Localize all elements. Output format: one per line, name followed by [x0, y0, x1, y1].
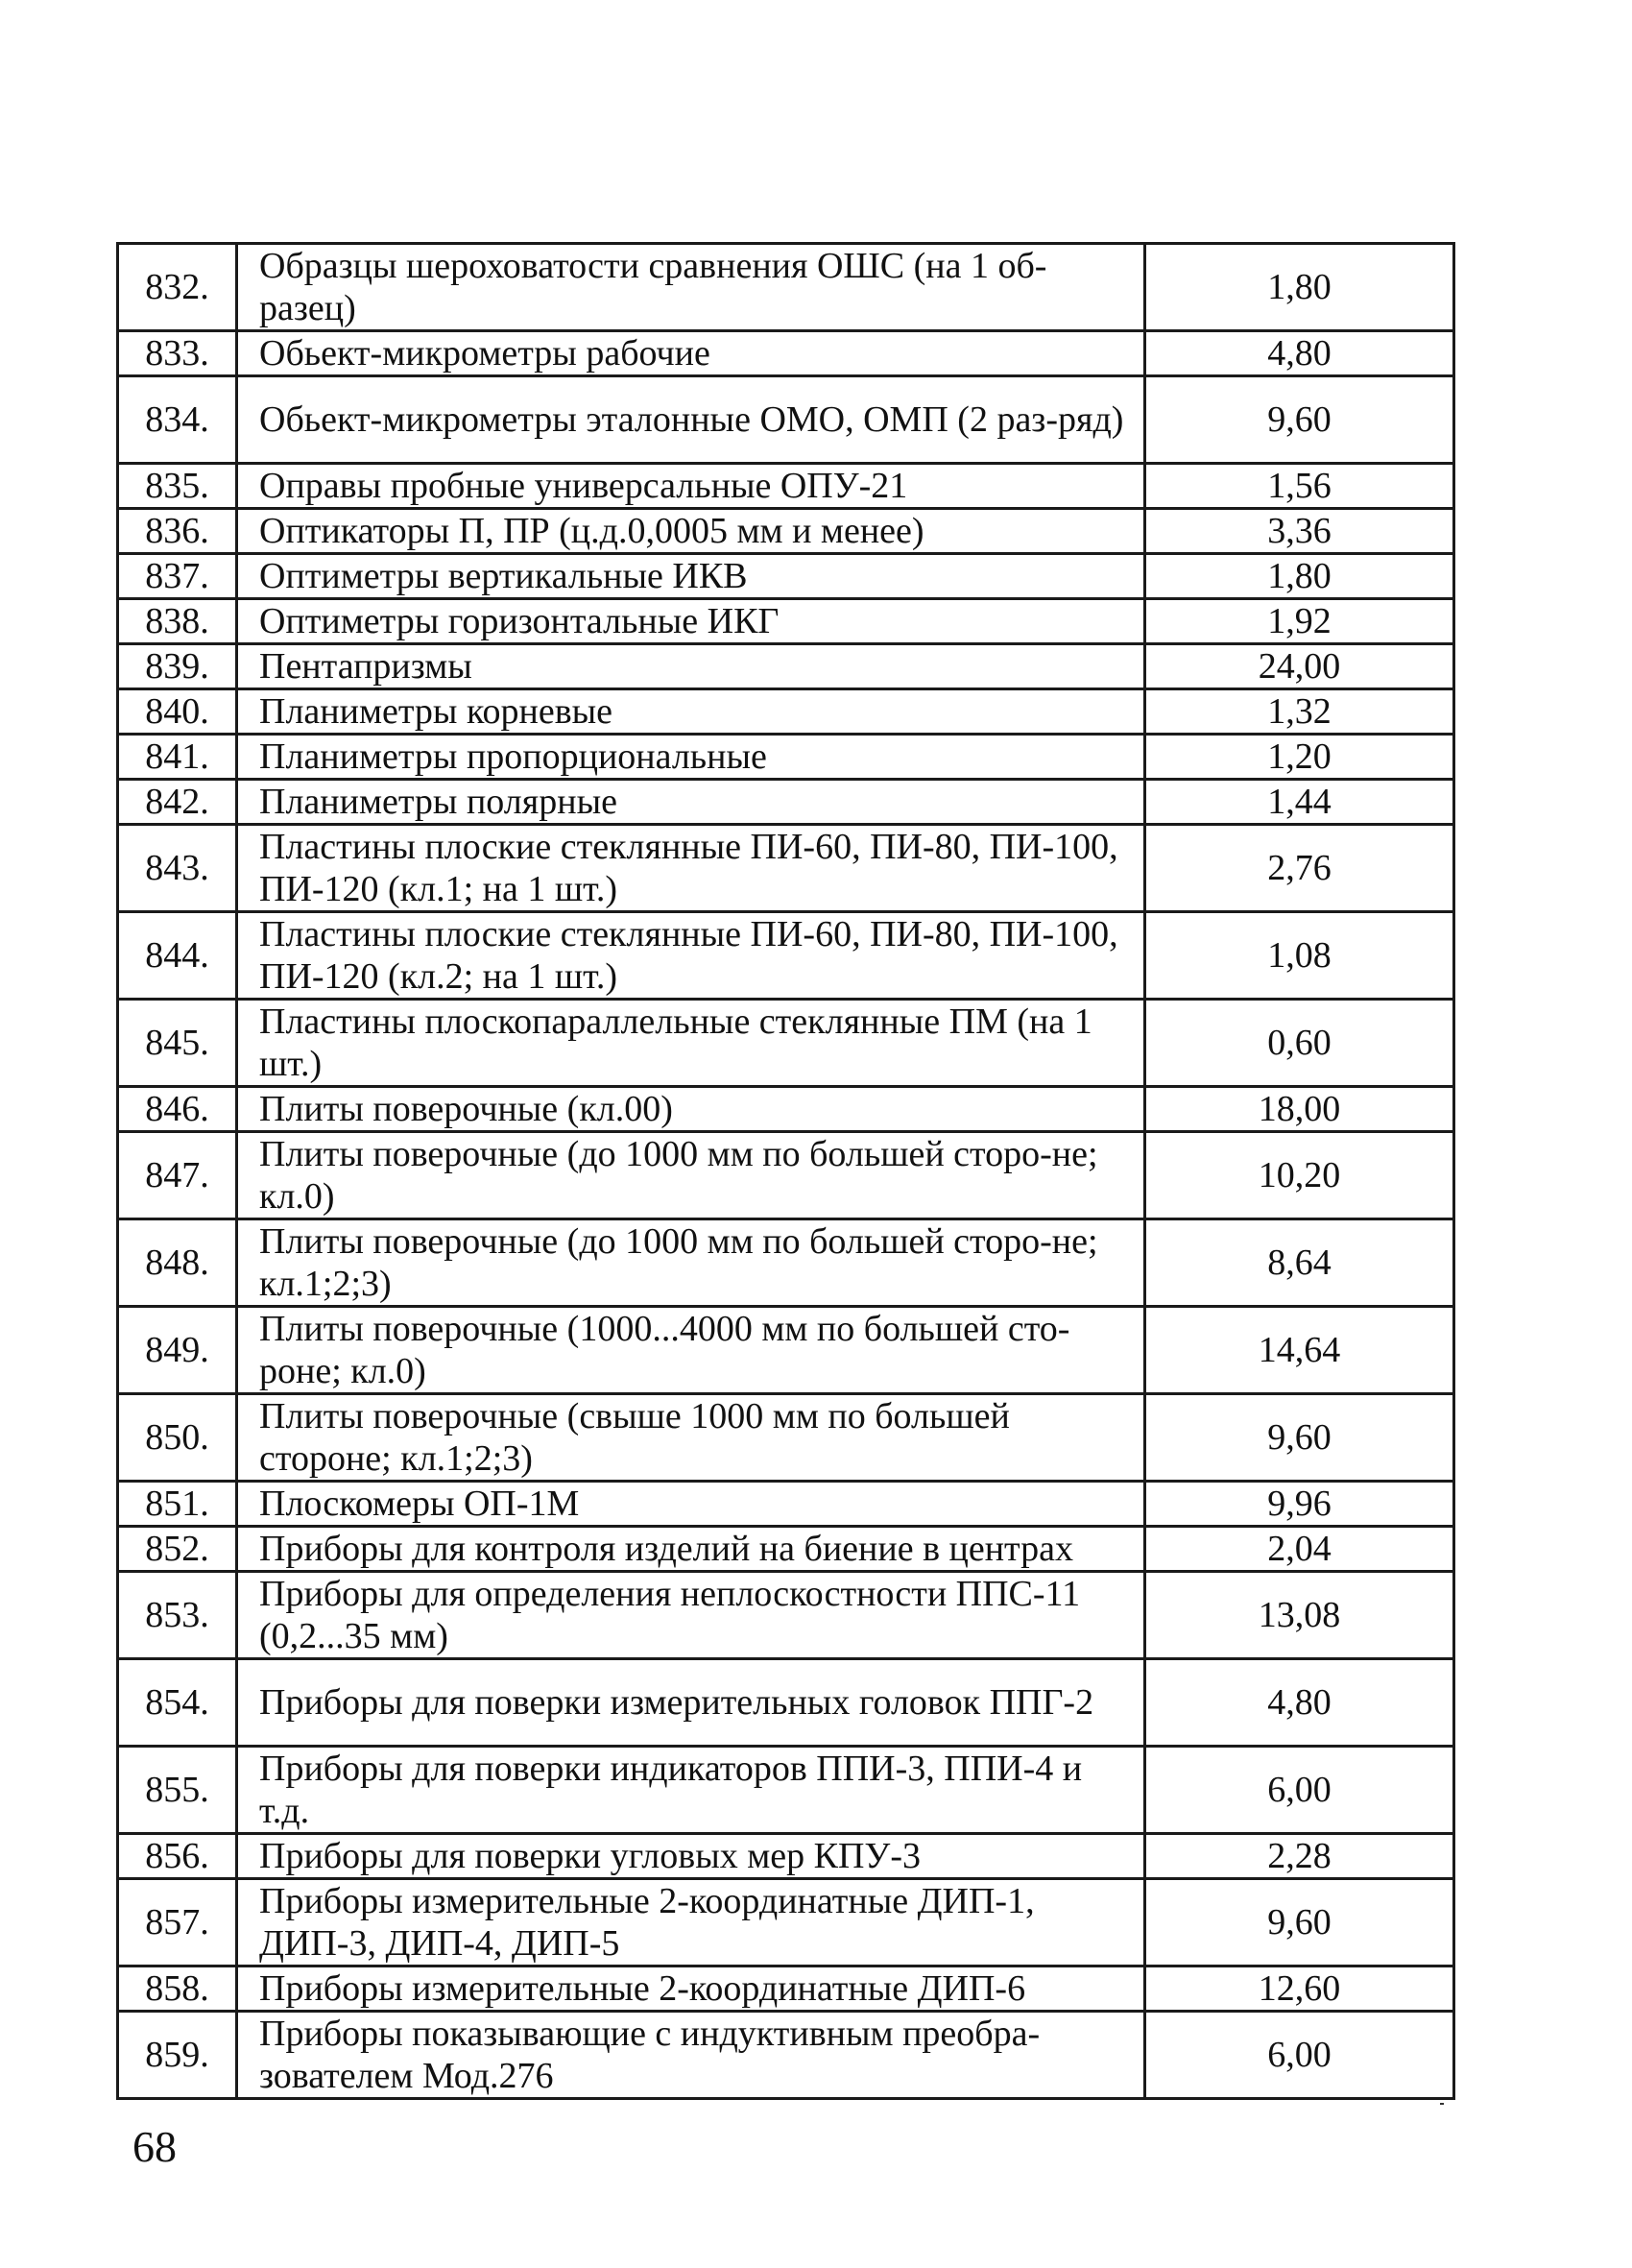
table-row — [118, 644, 1454, 689]
instrument-name: Приборы для определения неплоскостности ППС-11 (0,2...35 мм) — [237, 1572, 1145, 1659]
table-row — [118, 1000, 1454, 1087]
cost-value: 12,60 — [1145, 1966, 1454, 2012]
row-number: 852. — [118, 1527, 237, 1572]
table-row — [118, 689, 1454, 735]
row-number: 857. — [118, 1879, 237, 1966]
table-row — [118, 780, 1454, 825]
table-row — [118, 331, 1454, 376]
cost-value: 4,80 — [1145, 1659, 1454, 1747]
instrument-name: Планиметры полярные — [237, 780, 1145, 825]
cost-value: 4,80 — [1145, 331, 1454, 376]
cost-value: 1,56 — [1145, 464, 1454, 509]
instrument-name: Приборы показывающие с индуктивным преобра-зователем Мод.276 — [237, 2012, 1145, 2099]
row-number: 849. — [118, 1307, 237, 1394]
cost-value: 1,44 — [1145, 780, 1454, 825]
table-row — [118, 1879, 1454, 1966]
instrument-name: Пластины плоскопараллельные стеклянные ПМ (на 1 шт.) — [237, 1000, 1145, 1087]
instrument-name: Пентапризмы — [237, 644, 1145, 689]
table-row — [118, 509, 1454, 554]
row-number: 843. — [118, 825, 237, 912]
instrument-name: Пластины плоские стеклянные ПИ-60, ПИ-80, ПИ-100, ПИ-120 (кл.1; на 1 шт.) — [237, 825, 1145, 912]
cost-value: 9,60 — [1145, 1394, 1454, 1482]
instrument-name: Обьект-микрометры эталонные ОМО, ОМП (2 раз-ряд) — [237, 376, 1145, 464]
table-row — [118, 1966, 1454, 2012]
row-number: 842. — [118, 780, 237, 825]
table-row — [118, 735, 1454, 780]
table-row — [118, 1087, 1454, 1132]
row-number: 855. — [118, 1747, 237, 1834]
instrument-name: Планиметры пропорциональные — [237, 735, 1145, 780]
table-row — [118, 464, 1454, 509]
table-row — [118, 1572, 1454, 1659]
instrument-name: Планиметры корневые — [237, 689, 1145, 735]
instrument-name: Плиты поверочные (кл.00) — [237, 1087, 1145, 1132]
price-list-table — [116, 242, 1455, 2100]
table-row — [118, 1394, 1454, 1482]
row-number: 859. — [118, 2012, 237, 2099]
table-row — [118, 1527, 1454, 1572]
cost-value: 1,92 — [1145, 599, 1454, 644]
instrument-name: Плиты поверочные (до 1000 мм по большей сторо-не; кл.1;2;3) — [237, 1219, 1145, 1307]
instrument-name: Приборы для поверки индикаторов ППИ-3, ППИ-4 и т.д. — [237, 1747, 1145, 1834]
row-number: 848. — [118, 1219, 237, 1307]
table-row — [118, 1834, 1454, 1879]
instrument-name: Оптиметры вертикальные ИКВ — [237, 554, 1145, 599]
row-number: 856. — [118, 1834, 237, 1879]
table-row — [118, 912, 1454, 1000]
table-row — [118, 1482, 1454, 1527]
row-number: 844. — [118, 912, 237, 1000]
cost-value: 2,76 — [1145, 825, 1454, 912]
row-number: 834. — [118, 376, 237, 464]
row-number: 853. — [118, 1572, 237, 1659]
instrument-name: Плоскомеры ОП-1М — [237, 1482, 1145, 1527]
page-number: 68 — [132, 2122, 177, 2171]
table-row — [118, 1307, 1454, 1394]
instrument-name: Оправы пробные универсальные ОПУ-21 — [237, 464, 1145, 509]
table-row — [118, 244, 1454, 331]
row-number: 840. — [118, 689, 237, 735]
row-number: 851. — [118, 1482, 237, 1527]
cost-value: 9,96 — [1145, 1482, 1454, 1527]
row-number: 841. — [118, 735, 237, 780]
cost-value: 2,04 — [1145, 1527, 1454, 1572]
cost-value: 8,64 — [1145, 1219, 1454, 1307]
cost-value: 1,32 — [1145, 689, 1454, 735]
instrument-name: Оптикаторы П, ПР (ц.д.0,0005 мм и менее) — [237, 509, 1145, 554]
row-number: 850. — [118, 1394, 237, 1482]
instrument-name: Плиты поверочные (свыше 1000 мм по большей стороне; кл.1;2;3) — [237, 1394, 1145, 1482]
instrument-name: Приборы для поверки угловых мер КПУ-3 — [237, 1834, 1145, 1879]
cost-value: 6,00 — [1145, 2012, 1454, 2099]
cost-value: 0,60 — [1145, 1000, 1454, 1087]
table-row — [118, 825, 1454, 912]
cost-value: 14,64 — [1145, 1307, 1454, 1394]
instrument-name: Образцы шероховатости сравнения ОШС (на 1 об-разец) — [237, 244, 1145, 331]
cost-value: 10,20 — [1145, 1132, 1454, 1219]
instrument-name: Приборы измерительные 2-координатные ДИП-6 — [237, 1966, 1145, 2012]
cost-value: 9,60 — [1145, 376, 1454, 464]
table-row — [118, 2012, 1454, 2099]
row-number: 836. — [118, 509, 237, 554]
instrument-name: Приборы измерительные 2-координатные ДИП-1, ДИП-3, ДИП-4, ДИП-5 — [237, 1879, 1145, 1966]
table-row — [118, 599, 1454, 644]
row-number: 854. — [118, 1659, 237, 1747]
table-body — [118, 244, 1454, 2099]
instrument-name: Приборы для контроля изделий на биение в центрах — [237, 1527, 1145, 1572]
cost-value: 6,00 — [1145, 1747, 1454, 1834]
row-number: 846. — [118, 1087, 237, 1132]
table-row — [118, 1747, 1454, 1834]
instrument-name: Обьект-микрометры рабочие — [237, 331, 1145, 376]
row-number: 838. — [118, 599, 237, 644]
row-number: 839. — [118, 644, 237, 689]
cost-value: 1,80 — [1145, 244, 1454, 331]
cost-value: 1,20 — [1145, 735, 1454, 780]
row-number: 833. — [118, 331, 237, 376]
cost-value: 1,08 — [1145, 912, 1454, 1000]
row-number: 858. — [118, 1966, 237, 2012]
table-row — [118, 554, 1454, 599]
instrument-name: Пластины плоские стеклянные ПИ-60, ПИ-80, ПИ-100, ПИ-120 (кл.2; на 1 шт.) — [237, 912, 1145, 1000]
table-row — [118, 376, 1454, 464]
row-number: 832. — [118, 244, 237, 331]
instrument-name: Плиты поверочные (до 1000 мм по большей сторо-не; кл.0) — [237, 1132, 1145, 1219]
cost-value: 3,36 — [1145, 509, 1454, 554]
scan-speck — [1440, 2103, 1444, 2105]
row-number: 847. — [118, 1132, 237, 1219]
row-number: 837. — [118, 554, 237, 599]
table-row — [118, 1132, 1454, 1219]
instrument-name: Приборы для поверки измерительных головок ППГ-2 — [237, 1659, 1145, 1747]
cost-value: 13,08 — [1145, 1572, 1454, 1659]
cost-value: 18,00 — [1145, 1087, 1454, 1132]
instrument-name: Плиты поверочные (1000...4000 мм по большей сто-роне; кл.0) — [237, 1307, 1145, 1394]
row-number: 835. — [118, 464, 237, 509]
table-row — [118, 1219, 1454, 1307]
cost-value: 24,00 — [1145, 644, 1454, 689]
row-number: 845. — [118, 1000, 237, 1087]
cost-value: 2,28 — [1145, 1834, 1454, 1879]
cost-value: 1,80 — [1145, 554, 1454, 599]
table-row — [118, 1659, 1454, 1747]
instrument-name: Оптиметры горизонтальные ИКГ — [237, 599, 1145, 644]
cost-value: 9,60 — [1145, 1879, 1454, 1966]
